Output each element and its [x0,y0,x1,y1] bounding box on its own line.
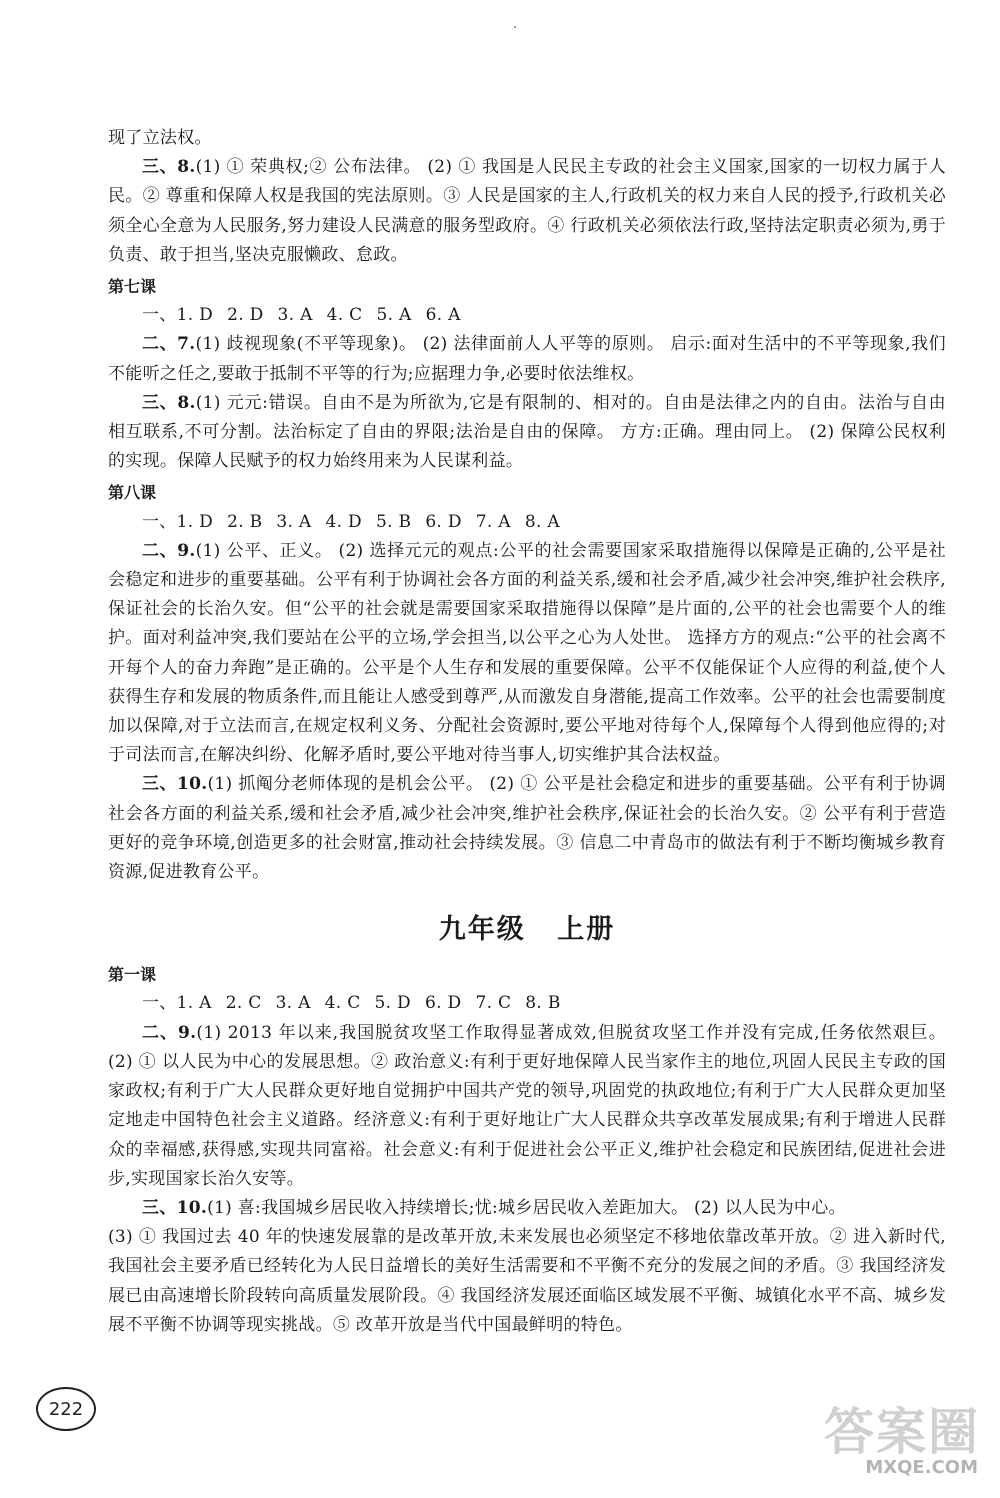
paragraph [108,770,946,887]
choice-answer: 8. A [524,511,560,532]
question-label: 三、8. [142,392,196,413]
choice-answer: 5. B [375,511,412,532]
answer-text: (1) 2013 年以来,我国脱贫攻坚工作取得显著成效,但脱贫攻坚工作并没有完成,任务依然艰巨。 (2) ① 以人民为中心的发展思想。② 政治意义:有利于更好地保障人民当家作主的地位,巩固人民民主专政的国家政权;有利于广大人民群众更好地自觉拥护中国共产党的领导,巩固党的执政地位;有利于广大人民群众更加坚定地走中国特色社会主义道路。经济意义:有利于更好地让广大人民群众共享改革发展成果;有利于增进人民群众的幸福感,获得感,实现共同富裕。社会意义:有利于促进社会公平正义,维护社会稳定和民族团结,促进社会进步,实现国家长治久安等。 [108,1022,946,1189]
answer-text: (1) 歧视现象(不平等现象)。 (2) 法律面前人人平等的原则。 启示:面对生活中的不平等现象,我们不能听之任之,要敢于抵制不平等的行为;应据理力争,必要时依法维权。 [108,334,946,384]
question-label: 三、10. [142,774,208,795]
question-label: 二、9. [142,540,196,561]
lesson-heading: 第八课 [108,483,157,503]
answer-text: (1) 喜:我国城乡居民收入持续增长;忧:城乡居民收入差距加大。 (2) 以人民为中心。 [207,1197,846,1218]
watermark-title: 答案圈 [824,1403,980,1461]
choice-answer: 8. B [525,993,561,1014]
choice-answer: 4. C [324,993,361,1014]
question-label: 三、10. [142,1197,208,1218]
question-label: 二、9. [142,1022,197,1043]
choice-answer: 6. D [425,511,462,532]
answer-page [108,124,946,1340]
page-number: 222 [36,1387,96,1431]
choice-answer: 1. A [176,993,212,1014]
lesson-heading: 第一课 [108,965,157,985]
choice-answer: 6. A [425,305,461,326]
question-label: 三、8. [142,157,196,178]
paragraph [108,537,946,771]
choice-answer: 2. B [227,511,263,532]
choice-answer: 3. A [276,511,312,532]
choice-answer: 1. D [176,511,214,532]
choice-answer: 2. C [225,993,262,1014]
choice-answer: 4. C [326,305,363,326]
watermark-logo [776,1392,986,1484]
paragraph: (3) ① 我国过去 40 年的快速发展靠的是改革开放,未来发展也必须坚定不移地依靠改革开放。② 进入新时代,我国社会主要矛盾已经转化为人民日益增长的美好生活需要和不平衡不充分的发展之间的矛盾。③ 我国经济发展已由高速增长阶段转向高质量发展阶段。④ 我国经济发展还面临区域发展不平衡、城镇化水平不高、城乡发展不平衡不协调等现实挑战。⑤ 改革开放是当代中国最鲜明的特色。 [108,1227,946,1335]
question-label: 二、7. [142,334,196,355]
choice-answer: 4. D [325,511,362,532]
choice-answers [108,301,946,330]
paragraph [108,1019,946,1194]
paragraph [108,1194,946,1223]
answer-text: (1) 抓阄分老师体现的是机会公平。 (2) ① 公平是社会稳定和进步的重要基础。公平有利于协调社会各方面的利益关系,缓和社会矛盾,减少社会冲突,维护社会秩序,保证社会的长治久安。② 公平有利于营造更好的竞争环境,创造更多的社会财富,推动社会持续发展。③ 信息二中青岛市的做法有利于不断均衡城乡教育资源,促进教育公平。 [108,774,946,883]
choice-answer: 6. D [424,993,462,1014]
paragraph: 现了立法权。 [108,128,212,148]
choice-answer: 2. D [227,305,264,326]
lesson-heading: 第七课 [108,277,157,297]
choice-answers [108,508,946,537]
paragraph [108,153,946,270]
answer-text: (1) 元元:错误。自由不是为所欲为,它是有限制的、相对的。自由是法律之内的自由。法治与自由相互联系,不可分割。法治标定了自由的界限;法治是自由的保障。 方方:正确。理由同上。 (2) 保障公民权利的实现。保障人民赋予的权力始终用来为人民谋利益。 [108,392,946,472]
choice-answer: 3. A [275,993,311,1014]
answer-text: (1) 公平、正义。 (2) 选择元元的观点:公平的社会需要国家采取措施得以保障是正确的,公平是社会稳定和进步的重要基础。公平有利于协调社会各方面的利益关系,缓和社会矛盾,减少社会冲突,维护社会秩序,保证社会的长治久安。但“公平的社会就是需要国家采取措施得以保障”是片面的,公平的社会也需要个人的维护。面对利益冲突,我们要站在公平的立场,学会担当,以公平之心为人处世。 选择方方的观点:“公平的社会离不开每个人的奋力奔跑”是正确的。公平是个人生存和发展的重要保障。公平不仅能保证个人应得的利益,使个人获得生存和发展的物质条件,而且能让人感受到尊严,从而激发自身潜能,提高工作效率。公平的社会也需要制度加以保障,对于立法而言,在规定权利义务、分配社会资源时,要公平地对待每个人,保障每个人得到他应得的;对于司法而言,在解决纠纷、化解矛盾时,要公平地对待当事人,切实维护其合法权益。 [108,540,946,766]
question-label: 一、 [142,511,177,532]
choice-answer: 3. A [277,305,313,326]
question-label: 一、 [142,993,177,1014]
choice-answer: 1. D [176,305,214,326]
choice-answer: 7. A [475,511,511,532]
paragraph [108,389,946,477]
grade-title: 九年级 上册 [438,914,616,946]
paragraph [108,330,946,388]
question-label: 一、 [142,305,177,326]
choice-answers [108,989,946,1018]
choice-answer: 7. C [475,993,512,1014]
watermark-site: MXQE.COM [865,1457,978,1478]
choice-answer: 5. D [374,993,411,1014]
choice-answer: 5. A [376,305,412,326]
answer-text: (1) ① 荣典权;② 公布法律。 (2) ① 我国是人民民主专政的社会主义国家,国家的一切权力属于人民。② 尊重和保障人权是我国的宪法原则。③ 人民是国家的主人,行政机关的权力来自人民的授予,行政机关必须全心全意为人民服务,努力建设人民满意的服务型政府。④ 行政机关必须依法行政,坚持法定职责必须为,勇于负责、敢于担当,坚决克服懒政、怠政。 [108,157,947,265]
